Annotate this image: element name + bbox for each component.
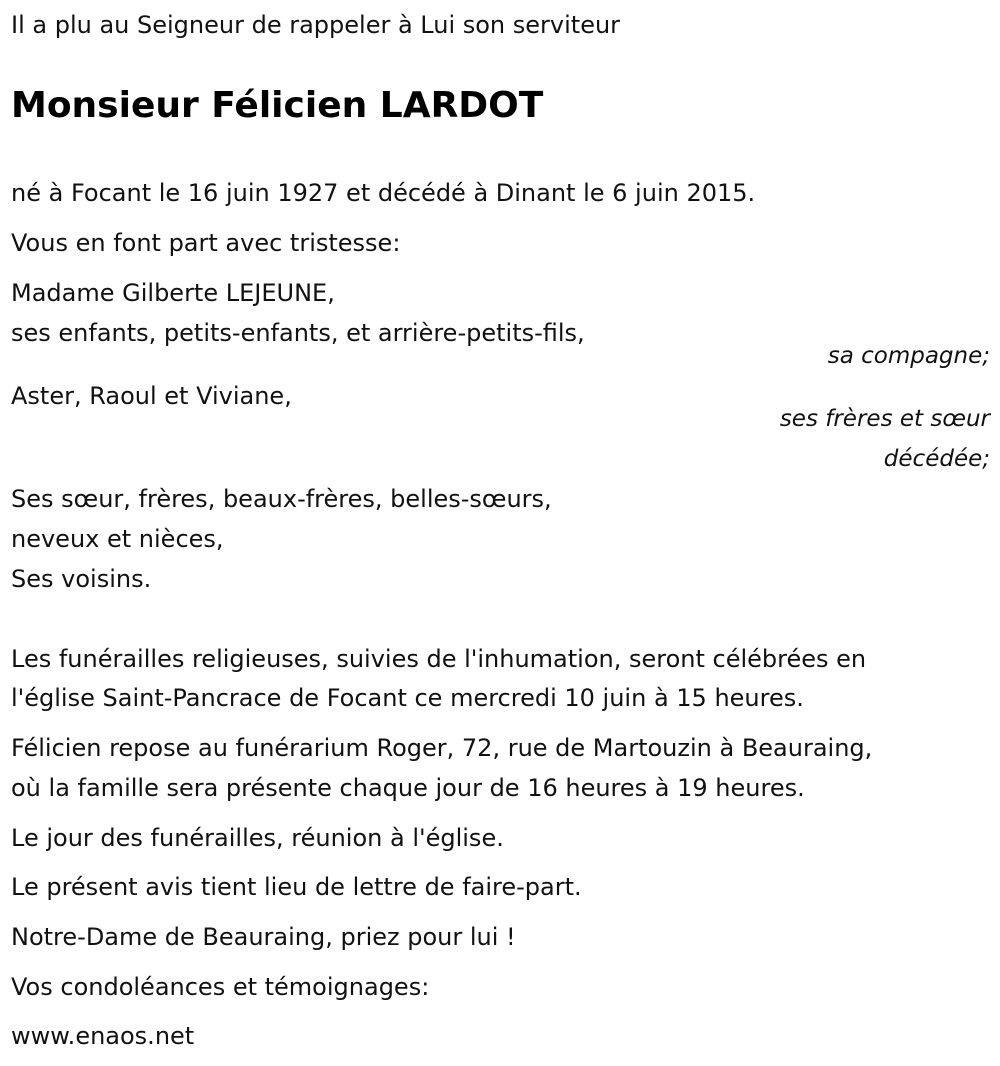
notice-statement: Le présent avis tient lieu de lettre de faire-part. [11, 873, 582, 901]
birth-death-text: né à Focant le 16 juin 1927 et décédé à Dinant le 6 juin 2015. [11, 179, 756, 207]
deceased-name-title: Monsieur Félicien LARDOT [11, 85, 544, 126]
intro-text: Il a plu au Seigneur de rappeler à Lui son serviteur [11, 11, 621, 39]
funerarium-line2: où la famille sera présente chaque jour de 16 heures à 19 heures. [11, 774, 805, 802]
condolences-label: Vos condoléances et témoignages: [11, 973, 430, 1001]
meeting-info: Le jour des funérailles, réunion à l'église. [11, 824, 504, 852]
partner-name: Madame Gilberte LEJEUNE, [11, 279, 335, 307]
siblings-relation-line1: ses frères et sœur [779, 406, 990, 432]
siblings-names: Aster, Raoul et Viviane, [11, 382, 292, 410]
partner-relation: sa compagne; [827, 343, 990, 369]
neighbors-line: Ses voisins. [11, 565, 152, 593]
condolences-website-link[interactable]: www.enaos.net [11, 1022, 195, 1050]
extended-family-line1: Ses sœur, frères, beaux-frères, belles-sœurs, [11, 485, 552, 513]
funeral-service-line1: Les funérailles religieuses, suivies de l'inhumation, seront célébrées en [11, 645, 867, 673]
announcement-lead: Vous en font part avec tristesse: [11, 229, 401, 257]
funerarium-line1: Félicien repose au funérarium Roger, 72, rue de Martouzin à Beauraing, [11, 734, 873, 762]
prayer-line: Notre-Dame de Beauraing, priez pour lui ! [11, 923, 516, 951]
siblings-relation-line2: décédée; [883, 446, 990, 472]
extended-family-line2: neveux et nièces, [11, 525, 224, 553]
partner-descendants: ses enfants, petits-enfants, et arrière-petits-fils, [11, 319, 585, 347]
funeral-service-line2: l'église Saint-Pancrace de Focant ce mercredi 10 juin à 15 heures. [11, 684, 804, 712]
